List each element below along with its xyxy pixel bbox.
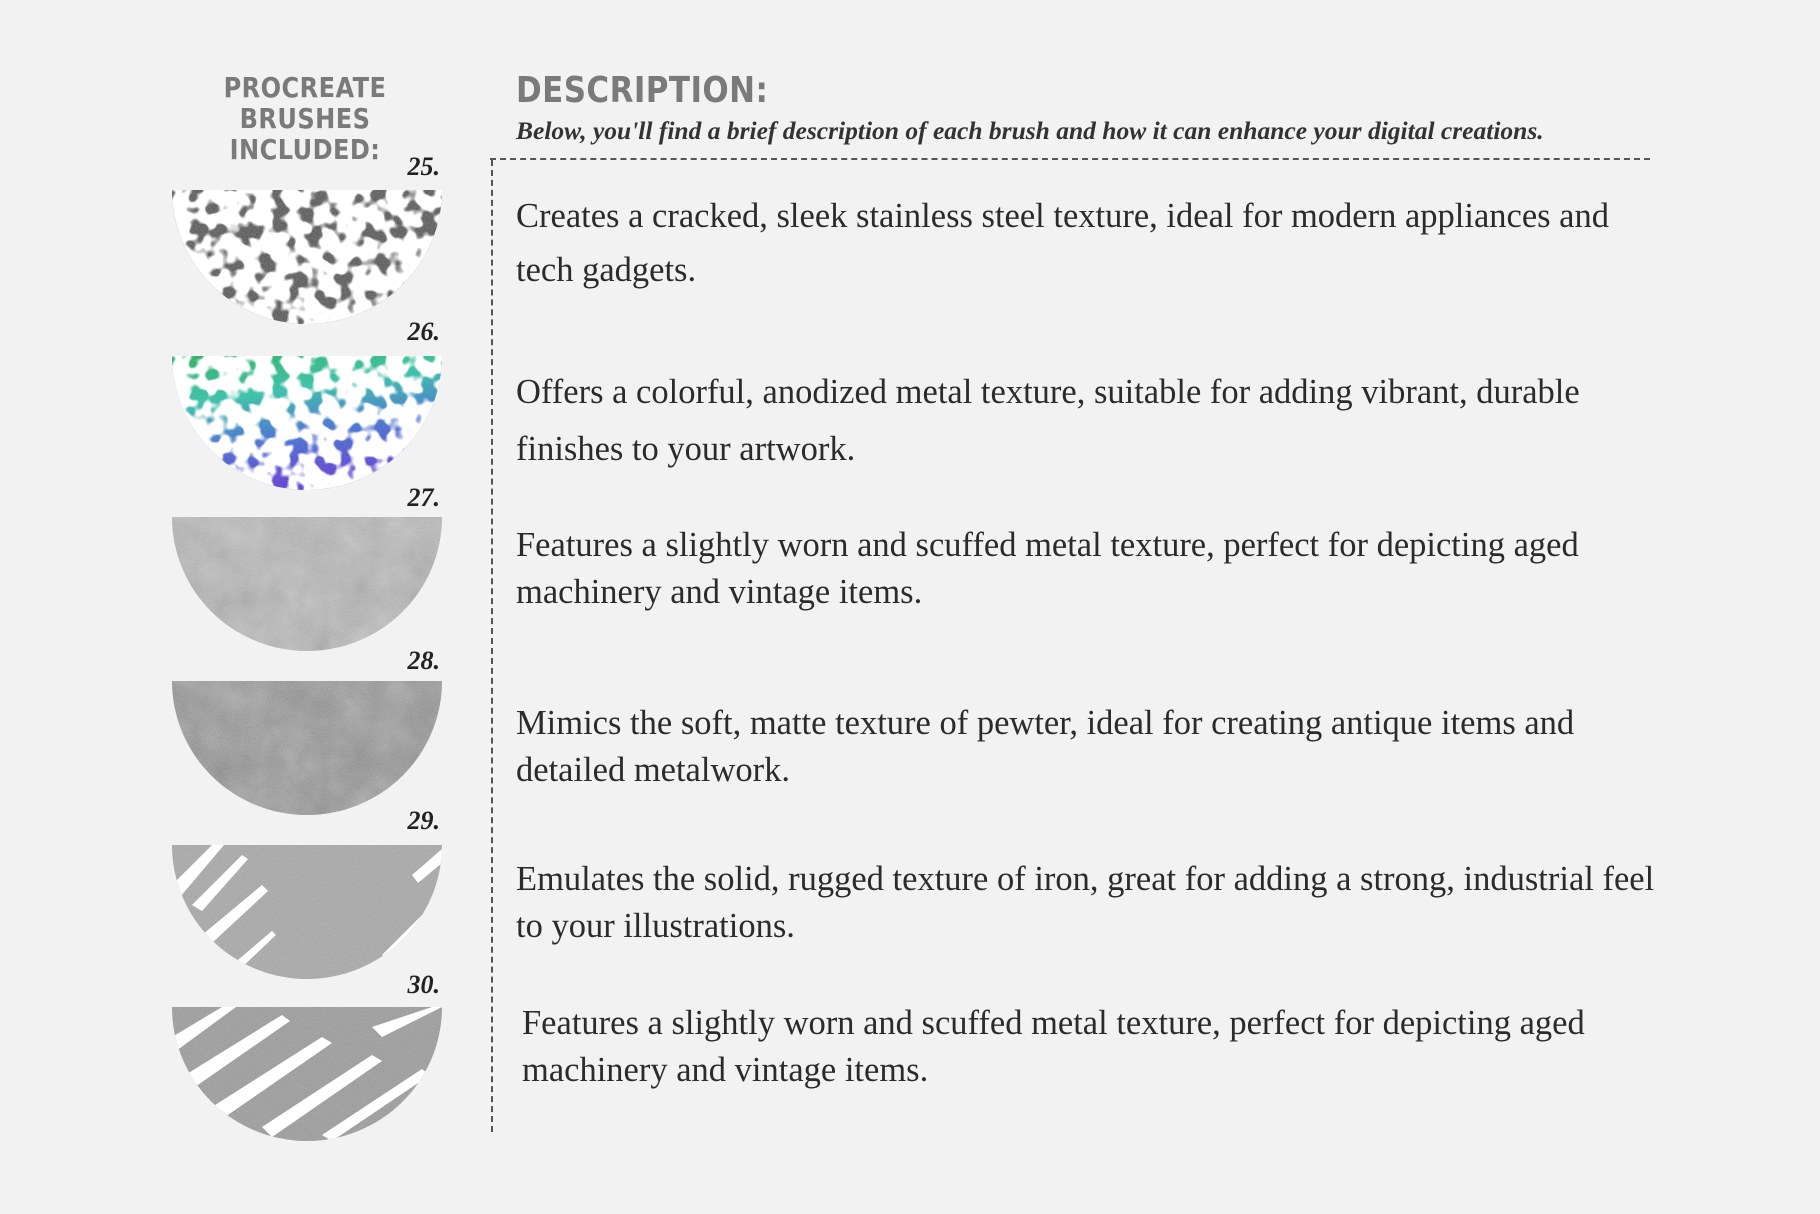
- heading-line-1: PROCREATE: [223, 71, 387, 104]
- brush-25-preview: [172, 190, 442, 324]
- brush-28-description: Mimics the soft, matte texture of pewter, ideal for creating antique items and detailed metalwork.: [516, 704, 1575, 789]
- vertical-divider: [491, 160, 493, 1132]
- brush-25-description: Creates a cracked, sleek stainless steel texture, ideal for modern appliances and tech gadgets.: [516, 197, 1609, 289]
- description-heading: DESCRIPTION:: [516, 70, 769, 111]
- brush-29-description: Emulates the solid, rugged texture of iron, great for adding a strong, industrial feel to your illustrations.: [516, 860, 1655, 945]
- brush-number-30: 30.: [407, 970, 440, 999]
- brush-28-preview: [172, 681, 442, 815]
- brush-26-description: Offers a colorful, anodized metal texture, suitable for adding vibrant, durable finishes to your artwork.: [516, 373, 1580, 468]
- brush-number-25: 25.: [407, 152, 440, 181]
- brush-number-29: 29.: [407, 806, 440, 835]
- brush-number-28: 28.: [407, 646, 440, 675]
- brush-26-preview: [172, 356, 442, 490]
- brush-30-preview: [172, 1007, 442, 1141]
- brush-30-description: Features a slightly worn and scuffed metal texture, perfect for depicting aged machinery and vintage items.: [522, 1004, 1585, 1089]
- description-intro: Below, you'll find a brief description of each brush and how it can enhance your digital creations.: [516, 116, 1544, 145]
- brush-27-preview: [172, 517, 442, 651]
- brush-number-26: 26.: [407, 317, 440, 346]
- brush-29-preview: [172, 845, 442, 979]
- brush-27-description: Features a slightly worn and scuffed metal texture, perfect for depicting aged machinery and vintage items.: [516, 526, 1579, 611]
- horizontal-divider: [490, 158, 1650, 160]
- brush-number-27: 27.: [407, 483, 440, 512]
- heading-line-2: BRUSHES INCLUDED:: [229, 102, 381, 166]
